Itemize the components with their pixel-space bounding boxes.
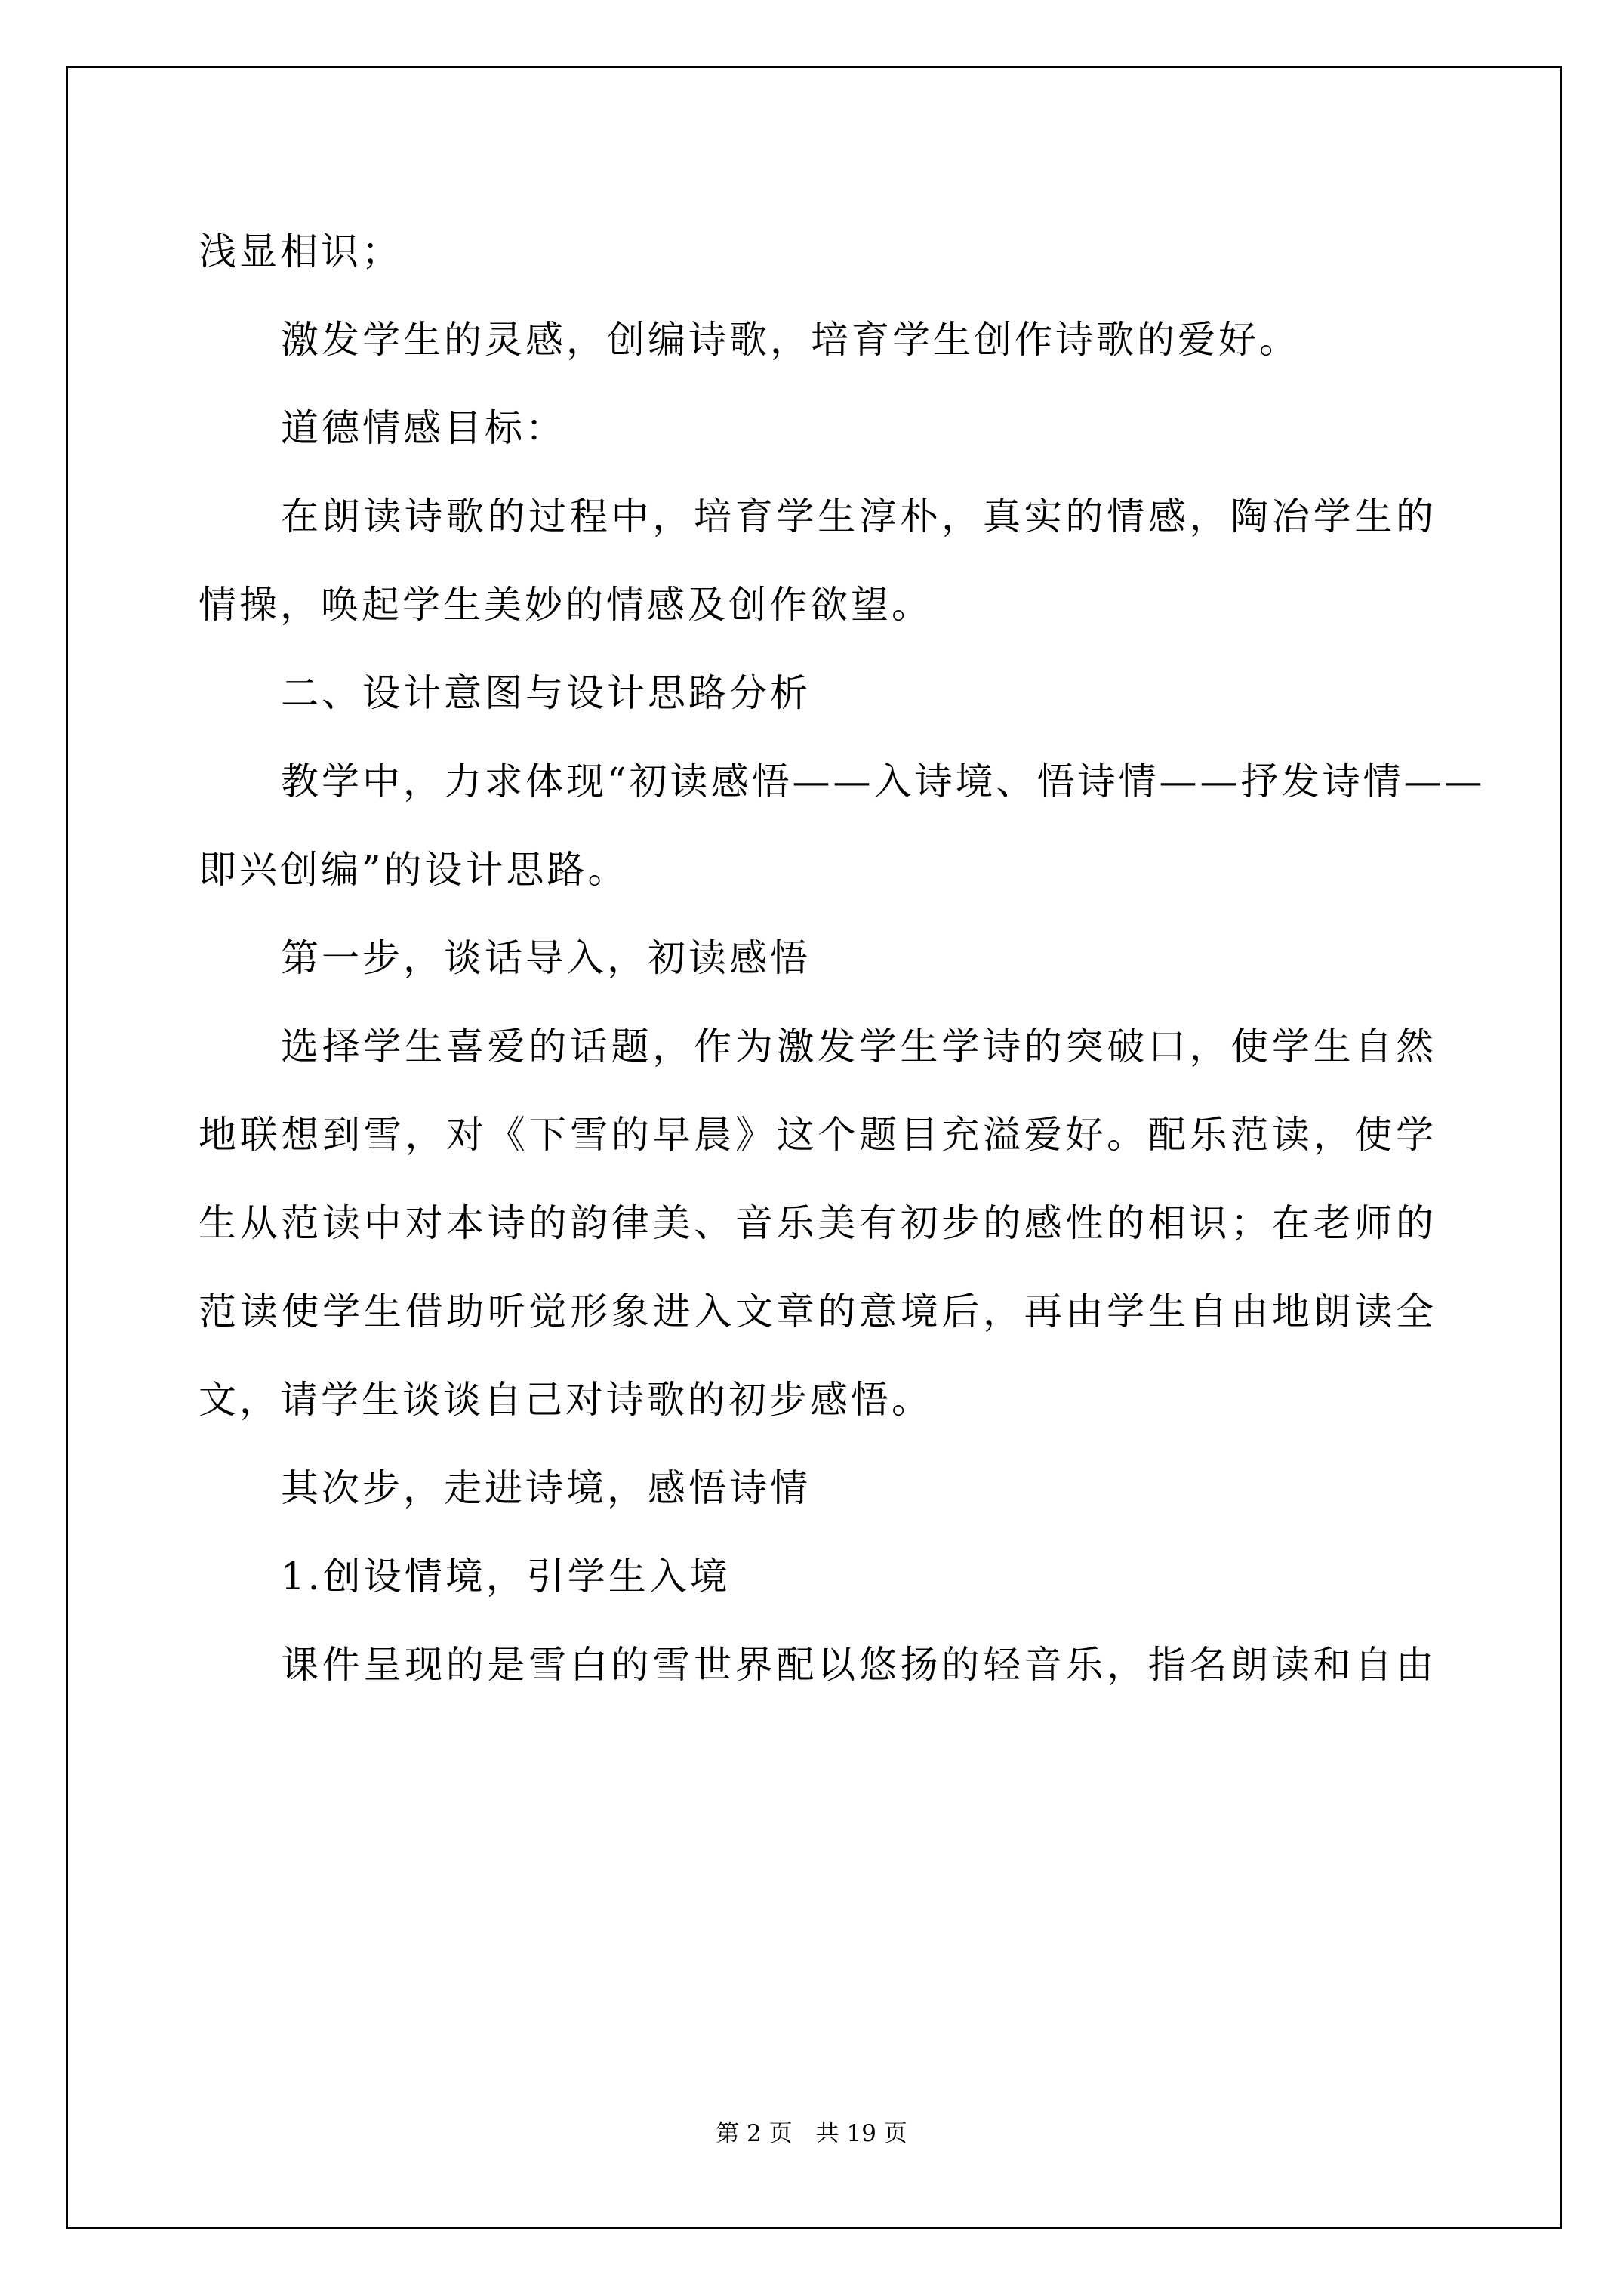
text-line: 范读使学生借助听觉形象进入文章的意境后，再由学生自由地朗读全 — [199, 1290, 1437, 1333]
text-line: 道德情感目标： — [281, 406, 566, 450]
text-line: 教学中，力求体现“初读感悟——入诗境、悟诗情——抒发诗情—— — [281, 760, 1486, 803]
text-line: 地联想到雪，对《下雪的早晨》这个题目充溢爱好。配乐范读，使学 — [199, 1113, 1437, 1157]
text-line: 生从范读中对本诗的韵律美、音乐美有初步的感性的相识；在老师的 — [199, 1201, 1437, 1245]
text-line: 即兴创编”的设计思路。 — [199, 848, 629, 892]
section-heading: 二、设计意图与设计思路分析 — [281, 671, 811, 715]
text-line: 选择学生喜爱的话题，作为激发学生学诗的突破口，使学生自然 — [281, 1025, 1437, 1068]
text-line: 在朗读诗歌的过程中，培育学生淳朴，真实的情感，陶冶学生的 — [281, 495, 1437, 538]
text-line: 课件呈现的是雪白的雪世界配以悠扬的轻音乐，指名朗读和自由 — [281, 1643, 1437, 1687]
list-item: 1.创设情境，引学生入境 — [281, 1555, 731, 1598]
text-line: 浅显相识； — [199, 230, 402, 273]
step-heading: 其次步，走进诗境，感悟诗情 — [281, 1466, 811, 1510]
text-line: 情操，唤起学生美妙的情感及创作欲望。 — [199, 583, 932, 627]
page-number-footer: 第 2 页 共 19 页 — [716, 2120, 907, 2147]
text-line: 文，请学生谈谈自己对诗歌的初步感悟。 — [199, 1378, 932, 1422]
step-heading: 第一步，谈话导入，初读感悟 — [281, 936, 811, 980]
text-line: 激发学生的灵感，创编诗歌，培育学生创作诗歌的爱好。 — [281, 318, 1300, 362]
